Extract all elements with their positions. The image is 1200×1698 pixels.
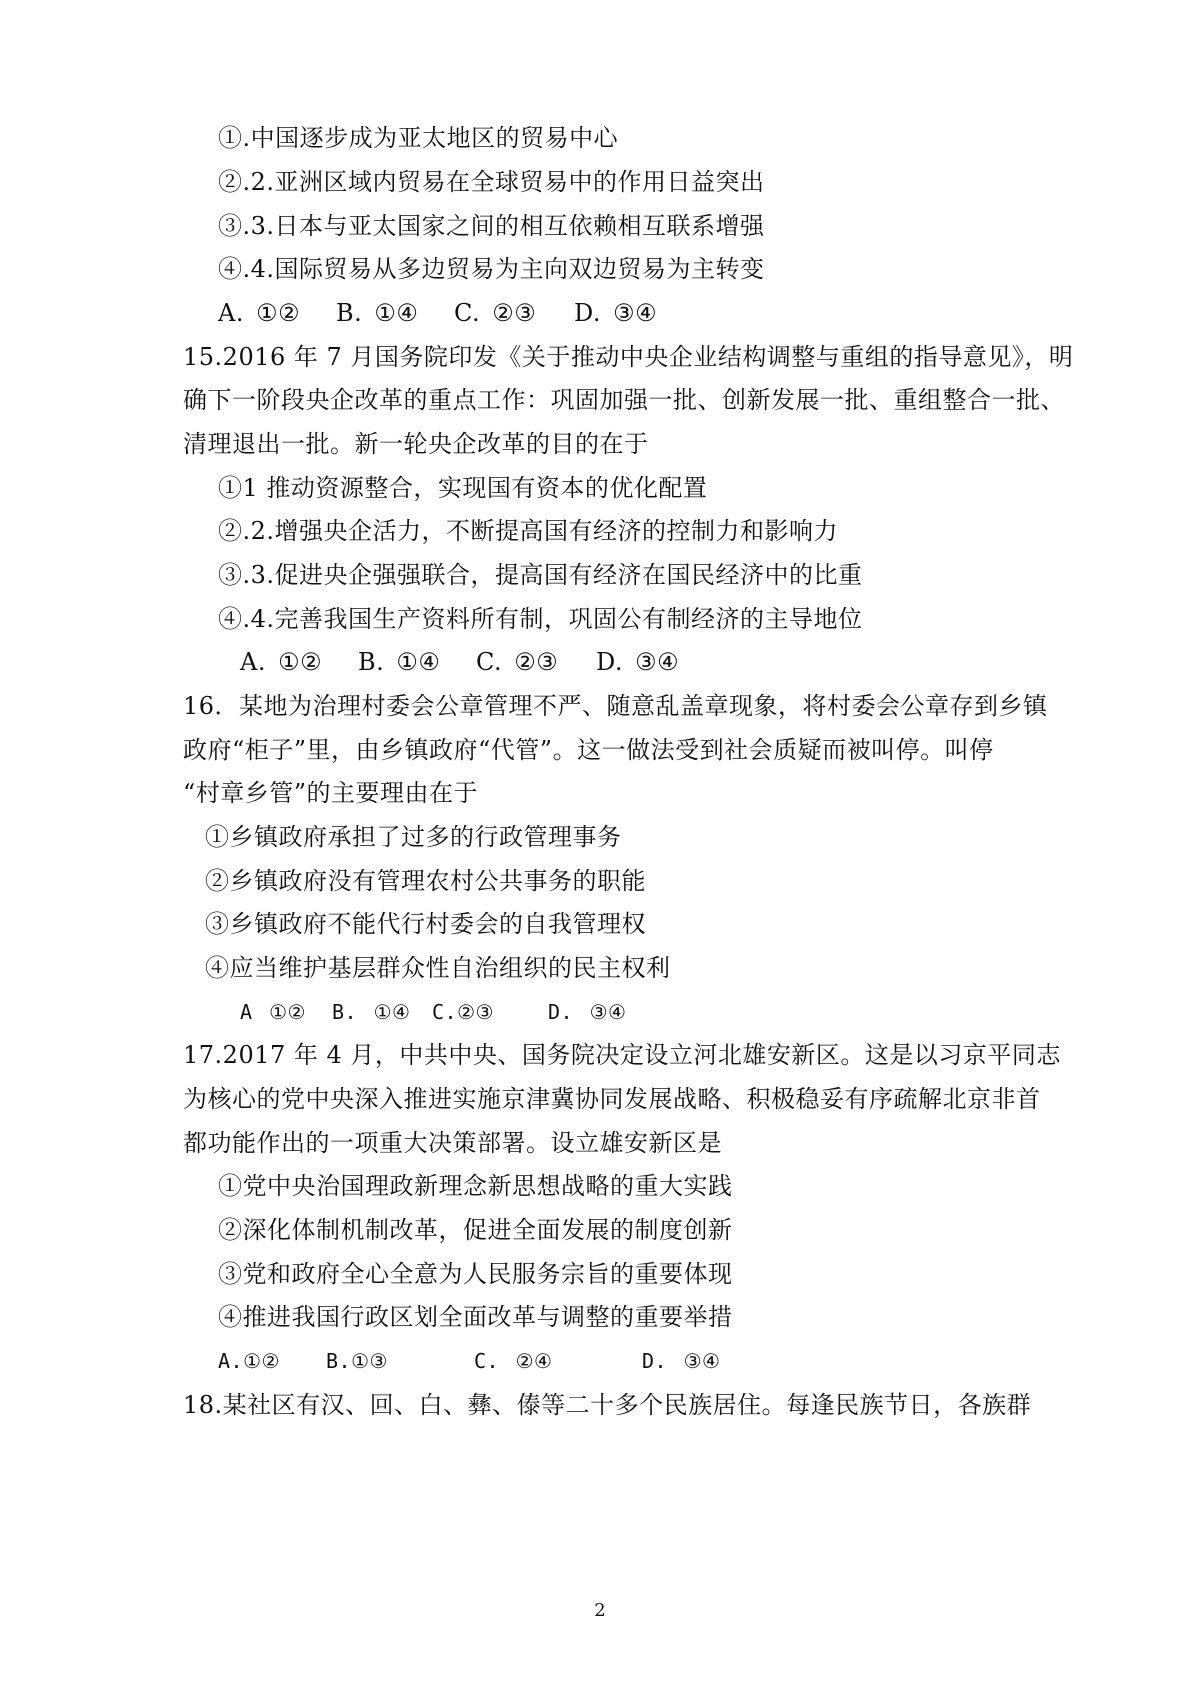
q14-option-4: ④.4.国际贸易从多边贸易为主向双边贸易为主转变 (218, 255, 765, 283)
q15-answer-choices (240, 647, 679, 677)
q18-stem-line-1: 18.某社区有汉、回、白、彝、傣等二十多个民族居住。每逢民族节日，各族群 (183, 1391, 1032, 1419)
q14-answer-choices (218, 298, 657, 328)
q17-option-3: ③党和政府全心全意为人民服务宗旨的重要体现 (218, 1260, 733, 1288)
q17-option-2: ②深化体制机制改革，促进全面发展的制度创新 (218, 1216, 733, 1244)
q14-choice-a: A. ①② (218, 299, 301, 327)
q14-option-2: ②.2.亚洲区域内贸易在全球贸易中的作用日益突出 (218, 168, 765, 196)
q15-option-4: ④.4.完善我国生产资料所有制，巩固公有制经济的主导地位 (218, 605, 863, 633)
q15-stem-line-1: 15.2016 年 7 月国务院印发《关于推动中央企业结构调整与重组的指导意见》，明 (183, 343, 1074, 371)
q16-option-2: ②乡镇政府没有管理农村公共事务的职能 (205, 867, 646, 895)
q15-choice-b: B. ①④ (358, 648, 441, 676)
q16-choice-c: C.②③ (432, 1000, 494, 1024)
q17-choice-d: D. ③④ (642, 1349, 721, 1373)
q16-option-3: ③乡镇政府不能代行村委会的自我管理权 (205, 910, 646, 938)
q16-choice-d: D. ③④ (548, 1000, 627, 1024)
q17-choice-c: C. ②④ (474, 1349, 553, 1373)
q15-choice-c: C. ②③ (476, 648, 559, 676)
q14-option-3: ③.3.日本与亚太国家之间的相互依赖相互联系增强 (218, 212, 765, 240)
q17-choice-a: A.①② (218, 1349, 280, 1373)
q17-option-4: ④推进我国行政区划全面改革与调整的重要举措 (218, 1303, 733, 1331)
q15-stem-line-3: 清理退出一批。新一轮央企改革的目的在于 (183, 430, 649, 458)
q16-choice-b: B. ①④ (332, 1000, 411, 1024)
q14-choice-d: D. ③④ (574, 299, 658, 327)
q15-option-1: ①1 推动资源整合，实现国有资本的优化配置 (218, 474, 708, 502)
q16-option-1: ①乡镇政府承担了过多的行政管理事务 (205, 823, 622, 851)
q17-stem-line-3: 都功能作出的一项重大决策部署。设立雄安新区是 (183, 1129, 722, 1157)
q15-option-2: ②.2.增强央企活力，不断提高国有经济的控制力和影响力 (218, 517, 839, 545)
page-number: 2 (594, 1600, 606, 1621)
q17-answer-choices (218, 1346, 720, 1376)
q15-choice-d: D. ③④ (596, 648, 680, 676)
q16-stem-line-1: 16．某地为治理村委会公章管理不严、随意乱盖章现象，将村委会公章存到乡镇 (183, 692, 1048, 720)
q17-stem-line-1: 17.2017 年 4 月，中共中央、国务院决定设立河北雄安新区。这是以习京平同志 (183, 1041, 1061, 1069)
q16-answer-choices (240, 997, 626, 1027)
q14-choice-c: C. ②③ (454, 299, 537, 327)
q15-choice-a: A. ①② (240, 648, 323, 676)
q15-option-3: ③.3.促进央企强强联合，提高国有经济在国民经济中的比重 (218, 561, 863, 589)
q14-choice-b: B. ①④ (336, 299, 419, 327)
q17-stem-line-2: 为核心的党中央深入推进实施京津冀协同发展战略、积极稳妥有序疏解北京非首 (183, 1085, 1041, 1113)
q15-stem-line-2: 确下一阶段央企改革的重点工作：巩固加强一批、创新发展一批、重组整合一批、 (183, 386, 1065, 414)
q16-stem-line-2: 政府“柜子”里，由乡镇政府“代管”。这一做法受到社会质疑而被叫停。叫停 (183, 736, 994, 764)
q14-option-1: ①.中国逐步成为亚太地区的贸易中心 (218, 124, 619, 152)
q17-option-1: ①党中央治国理政新理念新思想战略的重大实践 (218, 1172, 733, 1200)
q16-choice-a: A ①② (240, 1000, 306, 1024)
q16-stem-line-3: “村章乡管”的主要理由在于 (183, 779, 479, 807)
q17-choice-b: B.①③ (326, 1349, 388, 1373)
q16-option-4: ④应当维护基层群众性自治组织的民主权利 (205, 954, 671, 982)
